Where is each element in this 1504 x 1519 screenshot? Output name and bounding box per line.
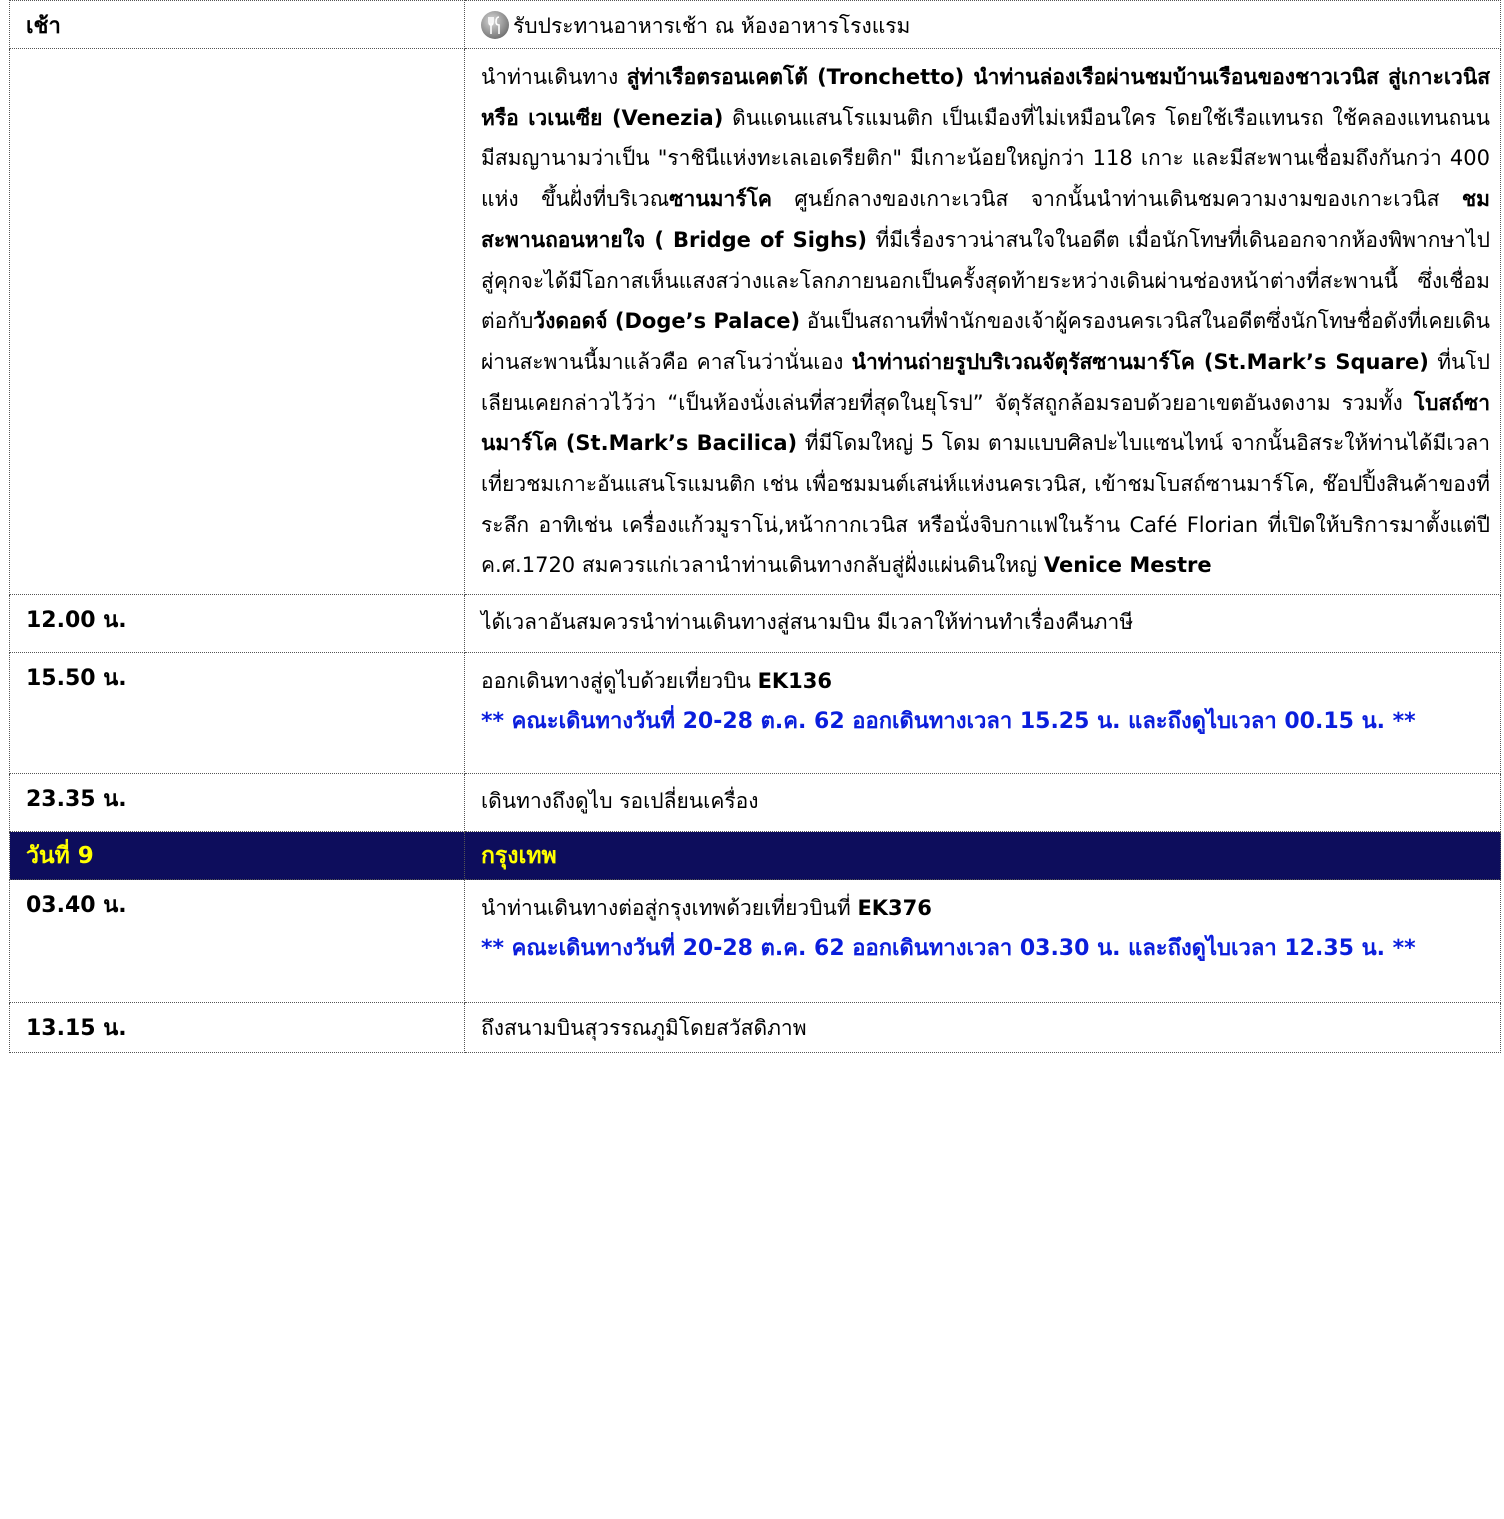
time-cell: 15.50 น. [10,653,465,774]
desc-cell [465,653,1501,774]
breakfast-text: รับประทานอาหารเช้า ณ ห้องอาหารโรงแรม [513,14,911,38]
day-label: วันที่ 9 [10,832,465,880]
row-venice [10,49,1501,595]
desc-cell: ถึงสนามบินสุวรรณภูมิโดยสวัสดิภาพ [465,1003,1501,1053]
bold-span: วังดอดจ์ (Doge’s Palace) [533,309,801,334]
row-breakfast [10,1,1501,49]
row-0340 [10,880,1501,1003]
desc-cell: ได้เวลาอันสมควรนำท่านเดินทางสู่สนามบิน มีเวลาให้ท่านทำเรื่องคืนภาษี [465,595,1501,653]
day-header-row [10,832,1501,880]
bold-span: สู่ท่าเรือตรอนเคตโต้ (Tronchetto) นำท่านล่องเรือผ่านชมบ้านเรือนของชาวเวนิส สู่เกาะเวนิส หรือ เวเนเซีย (Venezia) [481,65,1491,130]
row-1200 [10,595,1501,653]
bold-span: Venice Mestre [1043,553,1212,578]
text-span: ออกเดินทางสู่ดูไบด้วยเที่ยวบิน [481,669,758,694]
text-span: นำท่านเดินทางต่อสู่กรุงเทพด้วยเที่ยวบินที่ [481,896,858,921]
flight-number: EK376 [857,896,932,921]
itinerary-table [9,0,1501,1053]
group-note: ** คณะเดินทางวันที่ 20-28 ต.ค. 62 ออกเดินทางเวลา 15.25 น. และถึงดูไบเวลา 00.15 น. ** [481,709,1416,735]
bold-span: นำท่านถ่ายรูปบริเวณจัตุรัสซานมาร์โค (St.Mark’s Square) [851,349,1429,374]
text-span: อันเป็นสถานที่พำนักของเจ้าผู้ครองนครเวนิสในอดีตซึ่งนักโทษชื่อดังที่เคยเดินผ่านสะพานนี้มาแล้วคือ คาสโนว่านั่นเอง [481,309,1490,374]
time-cell: 23.35 น. [10,774,465,832]
time-cell [10,49,465,595]
venice-description [465,49,1501,595]
time-cell: 03.40 น. [10,880,465,1003]
text-span: ที่มีเรื่องราวน่าสนใจในอดีต เมื่อนักโทษที่เดินออกจากห้องพิพากษาไปสู่คุกจะได้มีโอกาสเห็นแสงสว่างและโลกภายนอกเป็นครั้งสุดท้ายระหว่างเดินผ่านช่องหน้าต่างที่สะพานนี้ ซึ่งเชื่อมต่อกับ [481,227,1490,334]
desc-cell [465,880,1501,1003]
desc-cell: เดินทางถึงดูไบ รอเปลี่ยนเครื่อง [465,774,1501,832]
time-cell: 12.00 น. [10,595,465,653]
row-1315 [10,1003,1501,1053]
text-span: ดินแดนแสนโรแมนติก เป็นเมืองที่ไม่เหมือนใคร โดยใช้เรือแทนรถ ใช้คลองแทนถนน มีสมญานามว่าเป็น "ราชินีแห่งทะเลเอเดรียติก" มีเกาะน้อยใหญ่กว่า 118 เกาะ และมีสะพานเชื่อมถึงกันกว่า 400 แห่ง ขึ้นฝั่งที่บริเวณ [481,105,1490,212]
flight-number: EK136 [757,669,833,694]
restaurant-icon [481,11,509,39]
bold-span: โบสถ์ซานมาร์โค (St.Mark’s Bacilica) [481,390,1490,456]
row-2335 [10,774,1501,832]
text-span: ที่นโปเลียนเคยกล่าวไว้ว่า “เป็นห้องนั่งเล่นที่สวยที่สุดในยุโรป” จัตุรัสถูกล้อมรอบด้วยอาเขตอันงดงาม รวมทั้ง [481,349,1490,415]
row-1550 [10,653,1501,774]
text-span: นำท่านเดินทาง [481,65,627,89]
desc-cell [465,1,1501,49]
day-place: กรุงเทพ [465,832,1501,880]
text-span: ศูนย์กลางของเกาะเวนิส จากนั้นนำท่านเดินชมความงามของเกาะเวนิส [771,187,1462,212]
group-note: ** คณะเดินทางวันที่ 20-28 ต.ค. 62 ออกเดินทางเวลา 03.30 น. และถึงดูไบเวลา 12.35 น. ** [481,936,1416,962]
time-cell: เช้า [10,1,465,49]
time-cell: 13.15 น. [10,1003,465,1053]
bold-span: ซานมาร์โค [669,187,772,212]
bold-span: ชมสะพานถอนหายใจ ( Bridge of Sighs) [481,187,1491,252]
text-span: ที่มีโดมใหญ่ 5 โดม ตามแบบศิลปะไบแซนไทน์ จากนั้นอิสระให้ท่านได้มีเวลาเที่ยวชมเกาะอันแสนโรแมนติก เช่น เพื่อชมมนต์เสน่ห์แห่งนครเวนิส, เข้าชมโบสถ์ซานมาร์โค, ช๊อปปิ้งสินค้าของที่ระลึก อาทิเช่น เครื่องแก้วมูราโน่,หน้ากากเวนิส หรือนั่งจิบกาแฟในร้าน Café Florian ที่เปิดให้บริการมาตั้งแต่ปี ค.ศ.1720 สมควรแก่เวลานำท่านเดินทางกลับสู่ฝั่งแผ่นดินใหญ่ [481,431,1490,578]
